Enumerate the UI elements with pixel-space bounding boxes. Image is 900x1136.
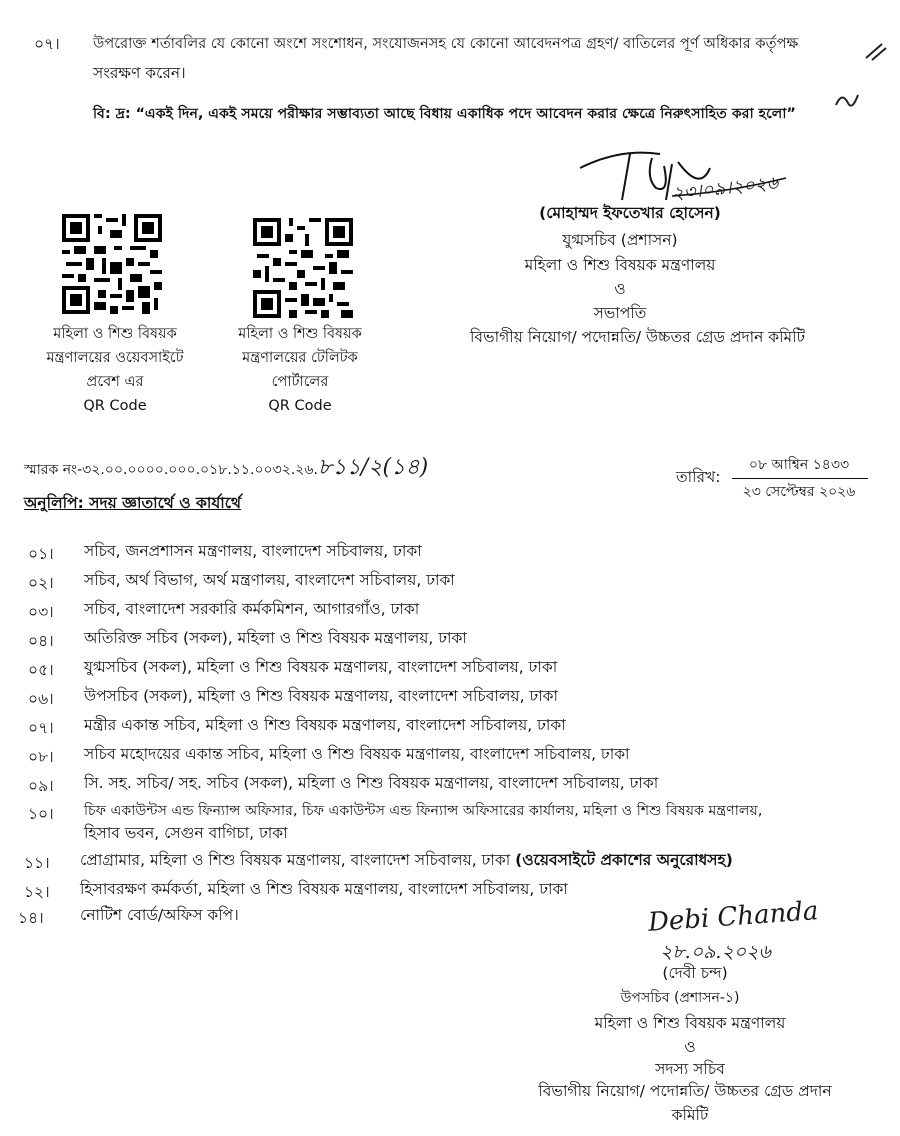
qr-2-caption-line: মন্ত্রণালয়ের টেলিটক [242, 350, 358, 366]
cc-item-number: ০৫। [28, 661, 54, 679]
qr-1-caption-line: মহিলা ও শিশু বিষয়ক [53, 326, 177, 342]
qr-2-caption-line: পোর্টালের [271, 374, 329, 390]
cc-item-number: ০৯। [28, 777, 54, 795]
cc-item-number: ০২। [28, 574, 54, 592]
cc-item-number: ০৭। [28, 719, 54, 737]
signature-2-date: ২৮.০৯.২০২৬ [660, 941, 771, 963]
pen-mark-icon [828, 85, 868, 115]
cc-item-text-main: প্রোগ্রামার, মহিলা ও শিশু বিষয়ক মন্ত্রণালয়, বাংলাদেশ সচিবালয়, ঢাকা [80, 851, 516, 869]
qr-1-caption-line: প্রবেশ এর [86, 374, 144, 390]
cc-item-number: ০৩। [28, 603, 54, 621]
memo-date-label: তারিখ: [676, 468, 721, 486]
signatory-1-committee: বিভাগীয় নিয়োগ/ পদোন্নতি/ উচ্চতর গ্রেড প্রদান কমিটি [470, 328, 806, 346]
cc-item-text: উপসচিব (সকল), মহিলা ও শিশু বিষয়ক মন্ত্রণালয়, বাংলাদেশ সচিবালয়, ঢাকা [84, 687, 559, 705]
cc-item-text: অতিরিক্ত সচিব (সকল), মহিলা ও শিশু বিষয়ক মন্ত্রণালয়, ঢাকা [84, 629, 467, 647]
cc-item-text: সি. সহ. সচিব/ সহ. সচিব (সকল), মহিলা ও শিশু বিষয়ক মন্ত্রণালয়, বাংলাদেশ সচিবালয়, ঢাকা [84, 774, 659, 792]
qr-code-ministry-website [62, 214, 162, 314]
cc-heading: অনুলিপি: সদয় জ্ঞাতার্থে ও কার্যার্থে [24, 494, 242, 512]
signatory-2-role: সদস্য সচিব [655, 1060, 725, 1078]
signatory-2-ministry: মহিলা ও শিশু বিষয়ক মন্ত্রণালয় [594, 1014, 786, 1032]
cc-item-number: ১১। [24, 854, 50, 872]
clause-number: ০৭। [34, 35, 60, 53]
cc-item-number: ১২। [24, 883, 50, 901]
signatory-1-designation: যুগ্মসচিব (প্রশাসন) [562, 231, 678, 249]
cc-item-text: সচিব, বাংলাদেশ সরকারি কর্মকমিশন, আগারগাঁও, ঢাকা [84, 600, 420, 618]
signatory-1-name: (মোহাম্মদ ইফতেখার হোসেন) [539, 204, 721, 222]
cc-item-text: সচিব মহোদয়ের একান্ত সচিব, মহিলা ও শিশু বিষয়ক মন্ত্রণালয়, বাংলাদেশ সচিবালয়, ঢাকা [84, 745, 630, 763]
cc-item-text: যুগ্মসচিব (সকল), মহিলা ও শিশু বিষয়ক মন্ত্রণালয়, বাংলাদেশ সচিবালয়, ঢাকা [84, 658, 558, 676]
clause-note: বি: দ্র: “একই দিন, একই সময়ে পরীক্ষার সম্ভাব্যতা আছে বিধায় একাধিক পদে আবেদন করার ক্ষেত্রে নিরুৎসাহিত করা হলো” [93, 106, 796, 122]
cc-item-text: চিফ একাউন্টস এন্ড ফিন্যান্স অফিসার, চিফ একাউন্টস এন্ড ফিন্যান্স অফিসারের কার্যালয়, মহিলা ও শিশু বিষয়ক মন্ত্রণালয়, [84, 803, 763, 819]
memo-reference [24, 457, 428, 481]
qr-2-caption-line: QR Code [268, 398, 332, 414]
cc-item-text: সচিব, অর্থ বিভাগ, অর্থ মন্ত্রণালয়, বাংলাদেশ সচিবালয়, ঢাকা [84, 571, 455, 589]
signatory-1-role: সভাপতি [593, 304, 647, 322]
signature-1-date: ২৩।০৯।২০২৬ [671, 172, 780, 205]
memo-date-divider [732, 478, 868, 479]
cc-item-number: ০৪। [28, 632, 54, 650]
cc-item-text: সচিব, জনপ্রশাসন মন্ত্রণালয়, বাংলাদেশ সচিবালয়, ঢাকা [84, 542, 422, 560]
memo-ref-prefix: স্মারক নং-৩২.০০.০০০০.০০০.০১৮.১১.০০৩২.২৬. [24, 462, 318, 478]
signatory-2-designation: উপসচিব (প্রশাসন-১) [620, 990, 740, 1006]
cc-item-text: মন্ত্রীর একান্ত সচিব, মহিলা ও শিশু বিষয়ক মন্ত্রণালয়, বাংলাদেশ সচিবালয়, ঢাকা [84, 716, 566, 734]
signatory-2-and: ও [684, 1038, 696, 1056]
cc-item-text: হিসাবরক্ষণ কর্মকর্তা, মহিলা ও শিশু বিষয়ক মন্ত্রণালয়, বাংলাদেশ সচিবালয়, ঢাকা [80, 880, 568, 898]
qr-2-caption-line: মহিলা ও শিশু বিষয়ক [238, 326, 362, 342]
clause-line-2: সংরক্ষণ করেন। [93, 64, 186, 82]
signatory-2-committee-end: কমিটি [671, 1106, 709, 1124]
qr-1-caption-line: মন্ত্রণালয়ের ওয়েবসাইটে [46, 350, 184, 366]
signatory-1-and: ও [614, 280, 626, 298]
signatory-2-committee: বিভাগীয় নিয়োগ/ পদোন্নতি/ উচ্চতর গ্রেড প্রদান [538, 1082, 832, 1100]
qr-2-caption [205, 322, 395, 418]
cc-item-number: ১৪। [18, 909, 44, 927]
cc-item-number: ০১। [28, 545, 54, 563]
pen-mark-icon [862, 36, 892, 66]
memo-date-english: ২৩ সেপ্টেম্বর ২০২৬ [742, 484, 856, 500]
cc-item-text-continued: হিসাব ভবন, সেগুন বাগিচা, ঢাকা [84, 824, 288, 842]
qr-code-teletalk-portal [253, 218, 353, 318]
qr-1-caption-line: QR Code [83, 398, 147, 414]
cc-item-number: ০৮। [28, 748, 54, 766]
signatory-1-ministry: মহিলা ও শিশু বিষয়ক মন্ত্রণালয় [524, 256, 716, 274]
qr-1-caption [20, 322, 210, 418]
cc-item-number: ০৬। [28, 690, 54, 708]
cc-item-number: ১০। [28, 805, 54, 823]
cc-item-text [80, 849, 733, 871]
cc-item-text: নোটিশ বোর্ড/অফিস কপি। [80, 906, 239, 924]
signatory-2-name: (দেবী চন্দ) [662, 964, 728, 982]
memo-ref-handwritten: ৮১১/২(১৪) [317, 455, 429, 480]
signature-2: Debi Chanda [647, 896, 820, 938]
clause-line-1: উপরোক্ত শর্তাবলির যে কোনো অংশে সংশোধন, সংযোজনসহ যে কোনো আবেদনপত্র গ্রহণ/ বাতিলের পূর্ণ অধিকার কর্তৃপক্ষ [93, 35, 799, 52]
memo-date-bangla: ০৮ আশ্বিন ১৪৩৩ [748, 457, 850, 473]
cc-item-text-request: (ওয়েবসাইটে প্রকাশের অনুরোধসহ) [515, 851, 733, 869]
